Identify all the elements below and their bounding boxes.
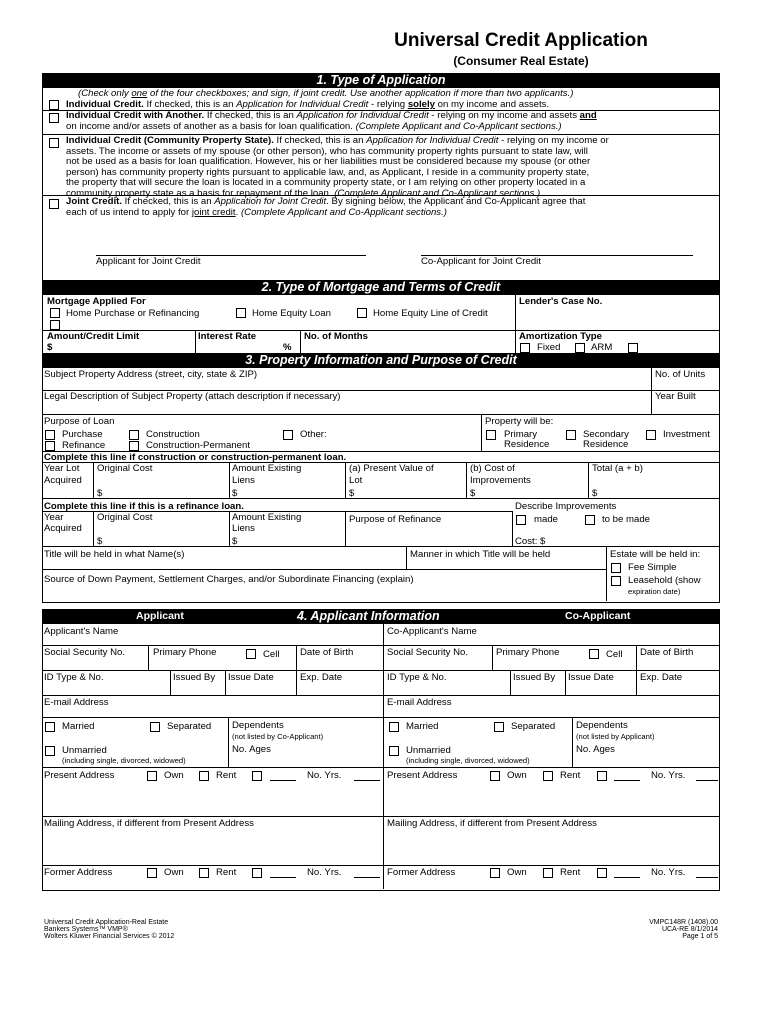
other-mortgage-checkbox[interactable] — [50, 320, 60, 330]
construction-checkbox[interactable] — [129, 430, 139, 440]
individual-credit-checkbox[interactable] — [49, 100, 59, 110]
primary-label: Primary — [504, 429, 538, 440]
refinance-line-label: Complete this line if this is a refinance loan. — [44, 501, 244, 512]
applicant-present-rent-checkbox[interactable] — [199, 771, 209, 781]
purpose-of-refinance-label: Purpose of Refinance — [349, 514, 442, 525]
refinance-checkbox[interactable] — [45, 441, 55, 451]
arm-label: ARM — [591, 342, 613, 353]
primary-residence-checkbox[interactable] — [486, 430, 496, 440]
applicant-former-no-yrs-line[interactable] — [354, 877, 380, 878]
divider — [228, 717, 229, 767]
title-names-label: Title will be held in what Name(s) — [44, 549, 185, 560]
applicant-present-own-label: Own — [164, 770, 184, 781]
divider — [42, 670, 720, 671]
applicant-separated-label: Separated — [167, 721, 212, 732]
to-be-made-label: to be made — [602, 514, 651, 525]
divider — [225, 670, 226, 695]
estate-held-label: Estate will be held in: — [610, 549, 701, 560]
total-dollar: $ — [592, 488, 598, 499]
applicant-id-type-label: ID Type & No. — [44, 672, 104, 683]
applicant-present-other-checkbox[interactable] — [252, 771, 262, 781]
divider — [300, 330, 301, 353]
footer-form-code: VMPC148R (1408).00 — [649, 919, 718, 926]
present-value-dollar: $ — [349, 488, 355, 499]
liens-label-2: Liens — [232, 523, 255, 534]
applicant-dob-label: Date of Birth — [300, 647, 354, 658]
coapplicant-present-other-line[interactable] — [614, 780, 640, 781]
coapplicant-unmarried-label: Unmarried — [406, 745, 451, 756]
subject-address-label: Subject Property Address (street, city, state & ZIP) — [44, 369, 258, 380]
applicant-present-rent-label: Rent — [216, 770, 237, 781]
applicant-dependents-label: Dependents — [232, 720, 284, 731]
coapplicant-present-no-yrs-label: No. Yrs. — [651, 770, 686, 781]
fee-simple-label: Fee Simple — [628, 562, 677, 573]
divider — [42, 498, 720, 499]
applicant-issue-date-label: Issue Date — [228, 672, 274, 683]
divider — [406, 546, 407, 569]
fixed-label: Fixed — [537, 342, 561, 353]
coapplicant-former-rent-checkbox[interactable] — [543, 868, 553, 878]
applicant-present-address-label: Present Address — [44, 770, 115, 781]
coapplicant-issue-date-label: Issue Date — [568, 672, 614, 683]
divider — [42, 569, 606, 570]
amount-existing-dollar-2: $ — [232, 536, 238, 547]
section4-heading: 4. Applicant Information — [297, 609, 440, 623]
interest-percent-sign: % — [283, 342, 292, 353]
applicant-cell-checkbox[interactable] — [246, 649, 256, 659]
coapplicant-cell-checkbox[interactable] — [589, 649, 599, 659]
applicant-ssn-label: Social Security No. — [44, 647, 126, 658]
applicant-former-own-label: Own — [164, 867, 184, 878]
applicant-former-own-checkbox[interactable] — [147, 868, 157, 878]
applicant-primary-phone-label: Primary Phone — [153, 647, 217, 658]
coapplicant-email-label: E-mail Address — [387, 697, 452, 708]
section1-heading: 1. Type of Application — [42, 73, 720, 88]
lot-label: Lot — [349, 475, 363, 486]
applicant-no-ages-label: No. Ages — [232, 744, 271, 755]
divider — [512, 511, 513, 546]
applicant-present-no-yrs-line[interactable] — [354, 780, 380, 781]
home-purchase-checkbox[interactable] — [50, 308, 60, 318]
coapplicant-former-no-yrs-line[interactable] — [696, 877, 718, 878]
individual-credit-text: Individual Credit. If checked, this is an Application for Individual Credit - relying solely on my income and assets. — [66, 99, 550, 110]
applicant-married-label: Married — [62, 721, 95, 732]
coapplicant-including-label: (including single, divorced, widowed) — [406, 756, 530, 765]
divider — [510, 670, 511, 695]
coapplicant-name-label: Co-Applicant's Name — [387, 626, 477, 637]
divider — [42, 816, 720, 817]
coapplicant-married-label: Married — [406, 721, 439, 732]
divider — [296, 645, 297, 670]
coapplicant-issued-by-label: Issued By — [513, 672, 556, 683]
applicant-present-own-checkbox[interactable] — [147, 771, 157, 781]
divider — [636, 670, 637, 695]
community-property-checkbox[interactable] — [49, 138, 59, 148]
form-subtitle: (Consumer Real Estate) — [453, 54, 589, 68]
applicant-separated-checkbox[interactable] — [150, 722, 160, 732]
coapplicant-not-listed-label: (not listed by Applicant) — [576, 732, 655, 741]
applicant-former-rent-label: Rent — [216, 867, 237, 878]
applicant-unmarried-checkbox[interactable] — [45, 746, 55, 756]
coapplicant-unmarried-checkbox[interactable] — [389, 746, 399, 756]
coapplicant-no-ages-label: No. Ages — [576, 744, 615, 755]
divider — [148, 645, 149, 670]
secondary-label: Secondary — [583, 429, 629, 440]
amount-existing-label: Amount Existing — [232, 463, 302, 474]
coapplicant-former-address-label: Former Address — [387, 867, 456, 878]
other-purpose-label: Other: — [300, 429, 327, 440]
divider — [572, 717, 573, 767]
coapplicant-id-type-label: ID Type & No. — [387, 672, 447, 683]
coapplicant-former-no-yrs-label: No. Yrs. — [651, 867, 686, 878]
coapplicant-mailing-address-label: Mailing Address, if different from Present Address — [387, 818, 597, 829]
applicant-header: Applicant — [136, 610, 184, 622]
applicant-cell-label: Cell — [263, 649, 280, 660]
primary-residence-label: Residence — [504, 439, 550, 450]
acquired-label-2: Acquired — [44, 523, 82, 534]
construction-permanent-checkbox[interactable] — [129, 441, 139, 451]
coapplicant-present-rent-checkbox[interactable] — [543, 771, 553, 781]
form-title: Universal Credit Application — [394, 30, 648, 51]
divider — [229, 462, 230, 498]
divider — [195, 330, 196, 353]
applicant-former-other-line[interactable] — [270, 877, 296, 878]
investment-checkbox[interactable] — [646, 430, 656, 440]
improvements-label: Improvements — [470, 475, 531, 486]
home-equity-loan-label: Home Equity Loan — [252, 308, 331, 319]
divider — [588, 462, 589, 498]
describe-improvements-label: Describe Improvements — [515, 501, 617, 512]
applicant-exp-date-label: Exp. Date — [300, 672, 343, 683]
joint-credit-text: Joint Credit. If checked, this is an Application for Joint Credit. By signing below, the Applicant and Co-Applicant agree that each of us intend to apply for joint credit. (Complete Applicant and Co-Applicant sections.) — [66, 196, 586, 218]
coapplicant-dependents-label: Dependents — [576, 720, 628, 731]
divider — [481, 414, 482, 451]
home-equity-loan-checkbox[interactable] — [236, 308, 246, 318]
source-down-payment-label: Source of Down Payment, Settlement Charges, and/or Subordinate Financing (explain) — [44, 574, 414, 585]
divider — [492, 645, 493, 670]
coapplicant-present-other-checkbox[interactable] — [597, 771, 607, 781]
community-property-text: Individual Credit (Community Property State). If checked, this is an Application for Individual Credit - relying on my income or assets. The income or assets of my spouse (or other person), who has community property rights pursuant to state law, will not be used as a basis for loan qualification. However, his or her liabilities must be considered because my spouse (or other person) has community property rights pursuant to applicable law, and, as Applicant, I reside in a community property state, the property that will secure the loan is located in a community property state, or I am relying on other property located in a community property state as a basis for repayment of the loan. (Complete Applicant and Co-Applicant sections.) — [66, 135, 609, 199]
applicant-former-rent-checkbox[interactable] — [199, 868, 209, 878]
coapplicant-ssn-label: Social Security No. — [387, 647, 469, 658]
divider — [93, 511, 94, 546]
home-equity-line-label: Home Equity Line of Credit — [373, 308, 488, 319]
fixed-checkbox[interactable] — [520, 343, 530, 353]
coapplicant-former-other-checkbox[interactable] — [597, 868, 607, 878]
made-label: made — [534, 514, 558, 525]
coapplicant-present-address-label: Present Address — [387, 770, 458, 781]
divider — [345, 462, 346, 498]
coapplicant-present-rent-label: Rent — [560, 770, 581, 781]
interest-rate-label: Interest Rate — [198, 331, 257, 342]
coapplicant-present-no-yrs-line[interactable] — [696, 780, 718, 781]
applicant-not-listed-label: (not listed by Co-Applicant) — [232, 732, 324, 741]
expiration-label: expiration date) — [628, 587, 681, 596]
footer-form-name: Universal Credit Application-Real Estate — [44, 919, 169, 926]
section3-heading: 3. Property Information and Purpose of Credit — [42, 353, 720, 368]
other-amortization-checkbox[interactable] — [628, 343, 638, 353]
improvements-dollar: $ — [470, 488, 476, 499]
property-will-be-label: Property will be: — [485, 416, 554, 427]
leasehold-checkbox[interactable] — [611, 576, 621, 586]
individual-credit-with-another-checkbox[interactable] — [49, 113, 59, 123]
amount-existing-label-2: Amount Existing — [232, 512, 302, 523]
home-purchase-label: Home Purchase or Refinancing — [66, 308, 200, 319]
applicant-former-address-label: Former Address — [44, 867, 113, 878]
divider — [651, 368, 652, 414]
divider — [42, 767, 720, 768]
home-equity-line-checkbox[interactable] — [357, 308, 367, 318]
footer-page-number: Page 1 of 5 — [682, 933, 718, 940]
amount-existing-dollar: $ — [232, 488, 238, 499]
present-value-label: (a) Present Value of — [349, 463, 434, 474]
leasehold-label: Leasehold (show — [628, 575, 701, 586]
divider — [42, 546, 720, 547]
secondary-residence-checkbox[interactable] — [566, 430, 576, 440]
applicant-present-other-line[interactable] — [270, 780, 296, 781]
to-be-made-checkbox[interactable] — [585, 515, 595, 525]
center-divider — [383, 624, 384, 889]
divider — [42, 645, 720, 646]
arm-checkbox[interactable] — [575, 343, 585, 353]
refinance-label: Refinance — [62, 440, 106, 451]
applicant-including-label: (including single, divorced, widowed) — [62, 756, 186, 765]
construction-label: Construction — [146, 429, 200, 440]
coapplicant-separated-checkbox[interactable] — [494, 722, 504, 732]
section1-instruction: (Check only one of the four checkboxes; and sign, if joint credit. Use another application if more than two applicants.) — [78, 88, 574, 99]
footer-revision: UCA-RE 8/1/2014 — [661, 926, 718, 933]
liens-label: Liens — [232, 475, 255, 486]
lenders-case-no-label: Lender's Case No. — [519, 296, 603, 307]
amount-dollar-sign: $ — [47, 342, 53, 353]
manner-label: Manner in which Title will be held — [410, 549, 551, 560]
coapplicant-present-own-checkbox[interactable] — [490, 771, 500, 781]
coapplicant-separated-label: Separated — [511, 721, 556, 732]
coapplicant-dob-label: Date of Birth — [640, 647, 694, 658]
divider — [345, 511, 346, 546]
divider — [606, 546, 607, 601]
divider — [296, 670, 297, 695]
divider — [466, 462, 467, 498]
construction-line-label: Complete this line if construction or construction-permanent loan. — [44, 452, 347, 463]
construction-permanent-label: Construction-Permanent — [146, 440, 250, 451]
year-built-label: Year Built — [655, 391, 696, 402]
applicant-former-other-checkbox[interactable] — [252, 868, 262, 878]
joint-credit-checkbox[interactable] — [49, 199, 59, 209]
year-label: Year — [44, 512, 64, 523]
footer-vendor: Bankers Systems™ VMP® — [44, 926, 128, 933]
divider — [42, 717, 720, 718]
applicant-signature-label: Applicant for Joint Credit — [96, 256, 201, 267]
original-cost-label: Original Cost — [97, 463, 153, 474]
section2-heading: 2. Type of Mortgage and Terms of Credit — [42, 280, 720, 295]
mortgage-applied-for-label: Mortgage Applied For — [47, 296, 146, 307]
amount-credit-limit-label: Amount/Credit Limit — [47, 331, 140, 342]
divider — [42, 414, 720, 415]
co-applicant-header: Co-Applicant — [565, 610, 631, 622]
amortization-type-label: Amortization Type — [519, 331, 602, 342]
coapplicant-married-checkbox[interactable] — [389, 722, 399, 732]
individual-credit-with-another-text: Individual Credit with Another. If checked, this is an Application for Individual Credit - relying on my income and assets and on income and/or assets of another as a basis for loan qualification. (Complete Applicant and Co-Applicant sections.) — [66, 110, 597, 132]
coapplicant-former-own-label: Own — [507, 867, 527, 878]
fee-simple-checkbox[interactable] — [611, 563, 621, 573]
original-cost-label-2: Original Cost — [97, 512, 153, 523]
other-purpose-checkbox[interactable] — [283, 430, 293, 440]
secondary-residence-label: Residence — [583, 439, 629, 450]
applicant-present-no-yrs-label: No. Yrs. — [307, 770, 342, 781]
applicant-mailing-address-label: Mailing Address, if different from Present Address — [44, 818, 254, 829]
applicant-married-checkbox[interactable] — [45, 722, 55, 732]
divider — [42, 865, 720, 866]
cost-label: Cost: $ — [515, 536, 546, 547]
total-label: Total (a + b) — [592, 463, 643, 474]
divider — [42, 695, 720, 696]
divider — [515, 295, 516, 353]
made-checkbox[interactable] — [516, 515, 526, 525]
coapplicant-cell-label: Cell — [606, 649, 623, 660]
divider — [42, 330, 720, 331]
no-of-months-label: No. of Months — [304, 331, 368, 342]
divider — [170, 670, 171, 695]
coapplicant-former-own-checkbox[interactable] — [490, 868, 500, 878]
divider — [93, 462, 94, 498]
original-cost-dollar: $ — [97, 488, 103, 499]
footer-copyright: Wolters Kluwer Financial Services © 2012 — [44, 933, 175, 940]
coapplicant-primary-phone-label: Primary Phone — [496, 647, 560, 658]
coapplicant-former-rent-label: Rent — [560, 867, 581, 878]
coapplicant-signature-label: Co-Applicant for Joint Credit — [421, 256, 541, 267]
applicant-issued-by-label: Issued By — [173, 672, 216, 683]
applicant-unmarried-label: Unmarried — [62, 745, 107, 756]
legal-description-label: Legal Description of Subject Property (attach description if necessary) — [44, 391, 341, 402]
purchase-label: Purchase — [62, 429, 103, 440]
purchase-checkbox[interactable] — [45, 430, 55, 440]
applicant-former-no-yrs-label: No. Yrs. — [307, 867, 342, 878]
original-cost-dollar-2: $ — [97, 536, 103, 547]
coapplicant-present-own-label: Own — [507, 770, 527, 781]
applicant-name-label: Applicant's Name — [44, 626, 119, 637]
investment-label: Investment — [663, 429, 710, 440]
divider — [636, 645, 637, 670]
year-lot-label: Year Lot — [44, 463, 80, 474]
coapplicant-exp-date-label: Exp. Date — [640, 672, 683, 683]
cost-of-label: (b) Cost of — [470, 463, 515, 474]
applicant-email-label: E-mail Address — [44, 697, 109, 708]
acquired-label: Acquired — [44, 475, 82, 486]
divider — [229, 511, 230, 546]
no-of-units-label: No. of Units — [655, 369, 706, 380]
divider — [565, 670, 566, 695]
coapplicant-former-other-line[interactable] — [614, 877, 640, 878]
purpose-of-loan-label: Purpose of Loan — [44, 416, 115, 427]
